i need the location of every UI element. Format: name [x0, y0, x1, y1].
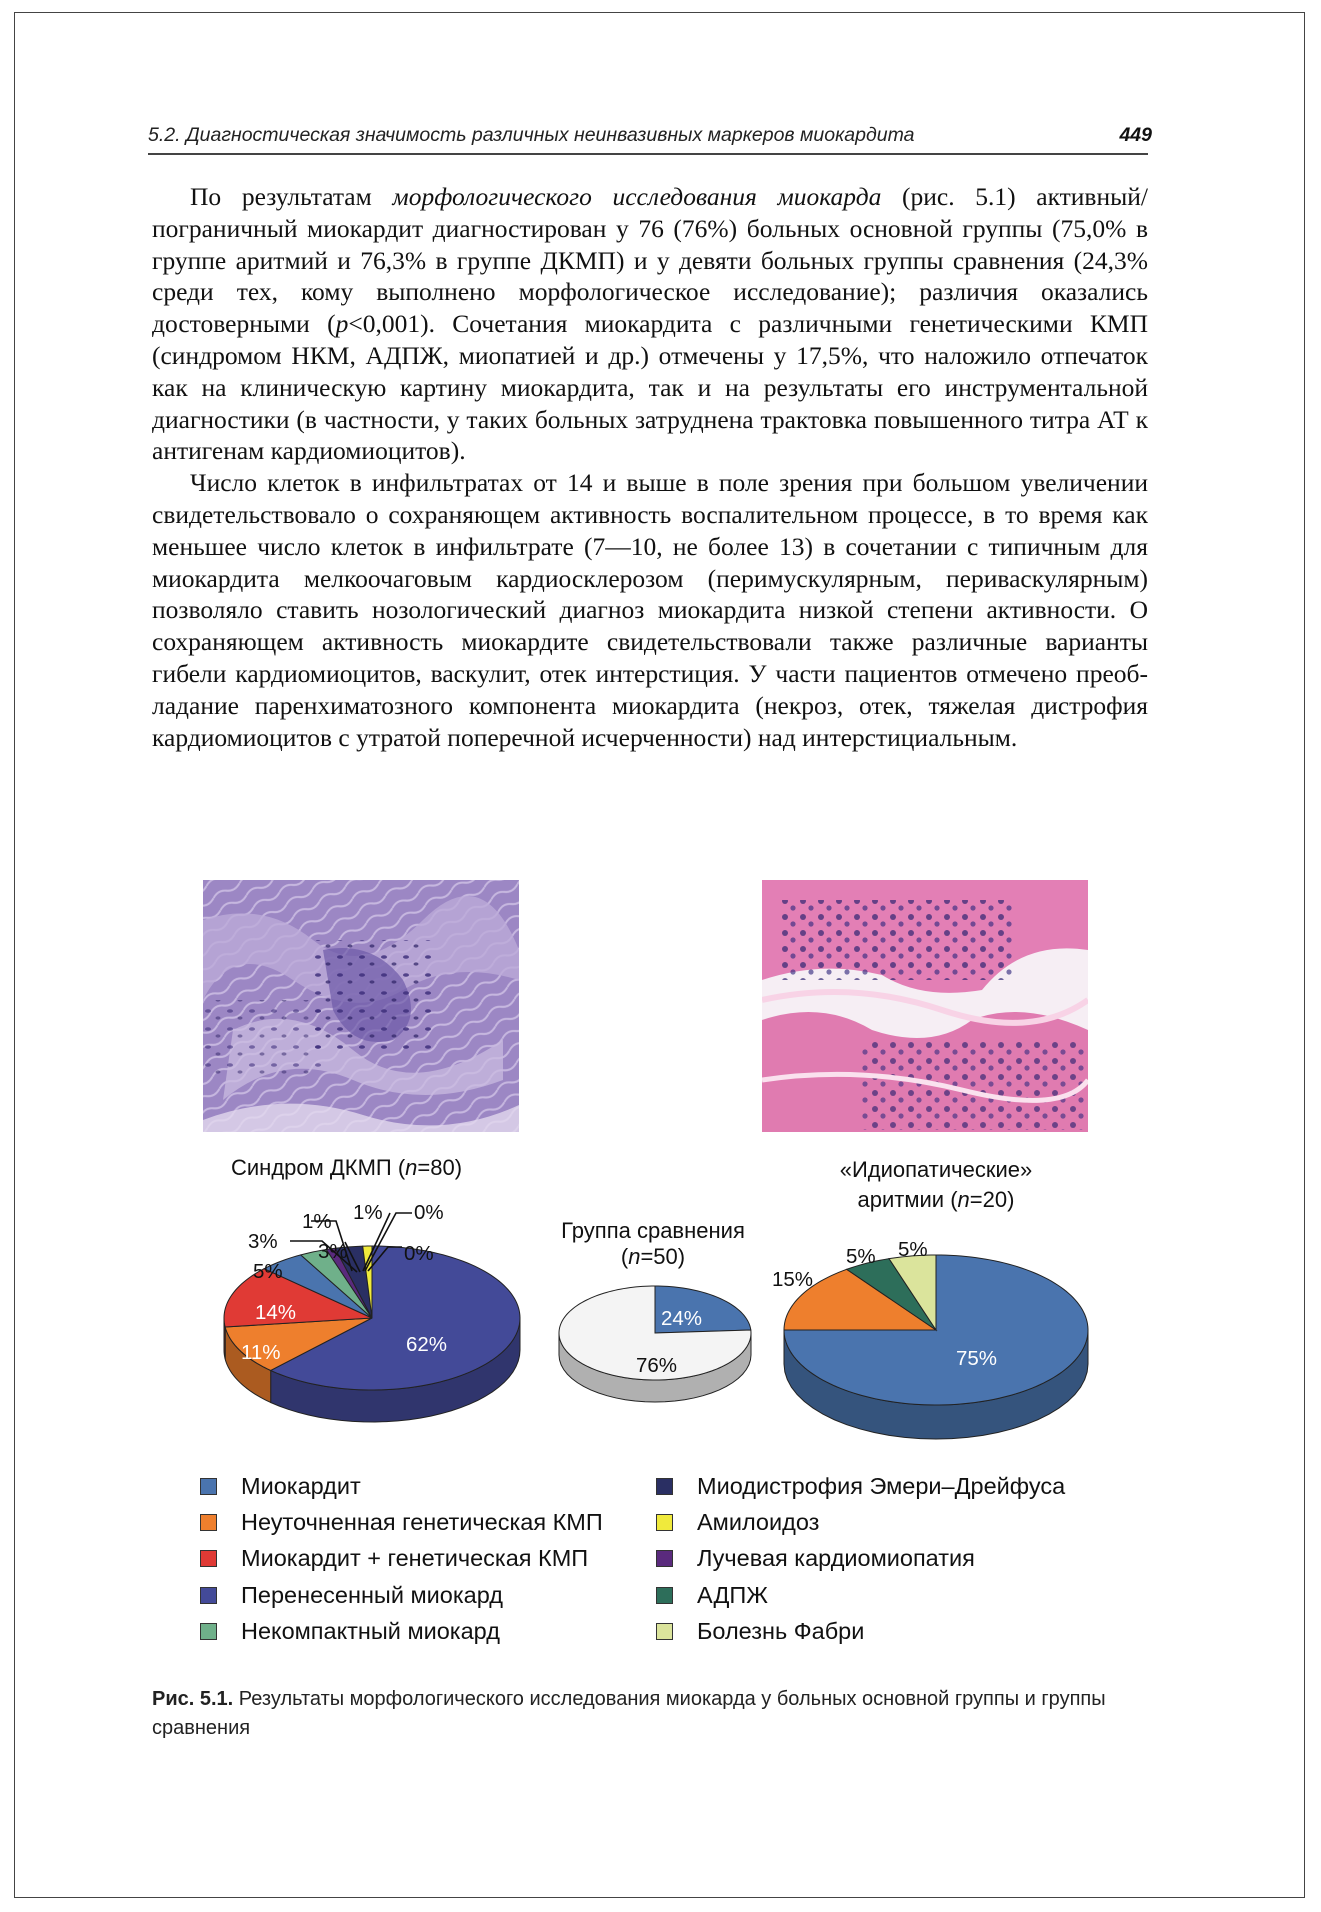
legend-item-miokardit: Миокардит [200, 1472, 361, 1500]
pie-sravnenie [559, 1286, 751, 1402]
legend-swatch [656, 1478, 673, 1495]
data-label: 0% [404, 1242, 434, 1265]
p1-emphasis: морфологического исследования миокарда [392, 182, 882, 211]
data-label: 1% [353, 1201, 383, 1224]
legend-item-neutoch: Неуточненная генетическая КМП [200, 1508, 603, 1536]
pie-aritmii-title: «Идиопатические» аритмии (n=20) [839, 1157, 1033, 1212]
data-label: 14% [255, 1301, 297, 1324]
legend-swatch [200, 1587, 217, 1604]
data-label: 5% [253, 1260, 283, 1283]
legend-item-miok-gen: Миокардит + генетическая КМП [200, 1544, 588, 1572]
legend-item-adpzh: АДПЖ [656, 1581, 768, 1609]
data-label: 0% [414, 1201, 444, 1224]
legend-swatch [200, 1550, 217, 1567]
data-label: 3% [248, 1230, 278, 1253]
data-label: 3% [318, 1240, 348, 1263]
legend-swatch [656, 1514, 673, 1531]
page-number: 449 [1119, 124, 1152, 146]
data-label: 5% [846, 1245, 876, 1268]
pie-aritmii [784, 1255, 1088, 1439]
data-label: 15% [772, 1268, 814, 1291]
legend-swatch [656, 1550, 673, 1567]
legend-item-emeri: Миодистрофия Эмери–Дрейфуса [656, 1472, 1065, 1500]
legend-item-luchev: Лучевая кардиомиопатия [656, 1544, 975, 1572]
data-label: 1% [302, 1210, 332, 1233]
pie-dkmp-title: Синдром ДКМП (n=80) [231, 1155, 463, 1180]
caption-label: Рис. 5.1. [152, 1688, 234, 1710]
legend-swatch [656, 1623, 673, 1640]
p1-text-c: (рис. 5.1) активный/пограничный миокардит диагностирован у 76 (76%) больных основной группы (75,0% в группе аритмий и 76,3% в группе ДКМП) и у девяти больных группы сравнения (24,3% среди тех, кому выполнено морфологическое исследование); различия оказались достоверными ( [152, 182, 1148, 339]
data-label: 75% [956, 1347, 998, 1370]
pie-sravnenie-title: Группа сравнения (n=50) [561, 1218, 745, 1269]
paragraph-2: Число клеток в инфильтратах от 14 и выше в поле зрения при большом увеличении свидетельствовало о сохраняющем активность воспалительном процессе, в то время как меньшее число клеток в инфильтрате (7—10, не более 13) в сочетании с типичным для миокардита мелкоочаговым кардиосклерозом (перимускулярным, периваскулярным) позволяло ставить нозологический диагноз миокардита низкой степени активности. О сохраняющем активность миокардите свидетельствовали также различные варианты гибели кардиомиоцитов, васкулит, отек интерстиция. У части пациентов отмечено преобладание паренхиматозного компонента миокардита (некроз, отек, тяжелая дистрофия кардиомиоцитов с утратой поперечной исчерченности) над интерстициальным. [152, 468, 1148, 752]
data-label: 11% [241, 1341, 281, 1364]
data-label: 62% [406, 1333, 448, 1356]
p1-text-a: По результатам [190, 182, 393, 211]
legend-swatch [200, 1623, 217, 1640]
legend-swatch [200, 1514, 217, 1531]
caption-text: Результаты морфологического исследования миокарда у больных основной группы и группы сравнения [152, 1688, 1106, 1739]
data-label: 76% [636, 1354, 678, 1377]
legend-item-nekompakt: Некомпактный миокард [200, 1617, 500, 1645]
data-label: 24% [661, 1307, 703, 1330]
legend-swatch [200, 1478, 217, 1495]
legend-swatch [656, 1587, 673, 1604]
p1-text-e: <0,001). Сочетания миокардита с различными генетическими КМП (синдромом НКМ, АДПЖ, миопатией и др.) отмечены у 17,5%, что наложило отпечаток как на клиническую картину миокардита, так и на результаты его инструментальной диагностики (в частности, у таких больных затруднена трактовка повышенного титра АТ к антигенам кардиомиоцитов). [152, 309, 1149, 466]
legend-item-perenes: Перенесенный миокард [200, 1581, 503, 1609]
figure-caption [152, 1685, 1148, 1742]
legend-item-fabri: Болезнь Фабри [656, 1617, 864, 1645]
data-label: 5% [898, 1238, 928, 1261]
legend-item-amiloid: Амилоидоз [656, 1508, 819, 1536]
p1-p-value: p [335, 309, 349, 339]
running-head: 5.2. Диагностическая значимость различных неинвазивных маркеров миокардита [148, 124, 915, 146]
